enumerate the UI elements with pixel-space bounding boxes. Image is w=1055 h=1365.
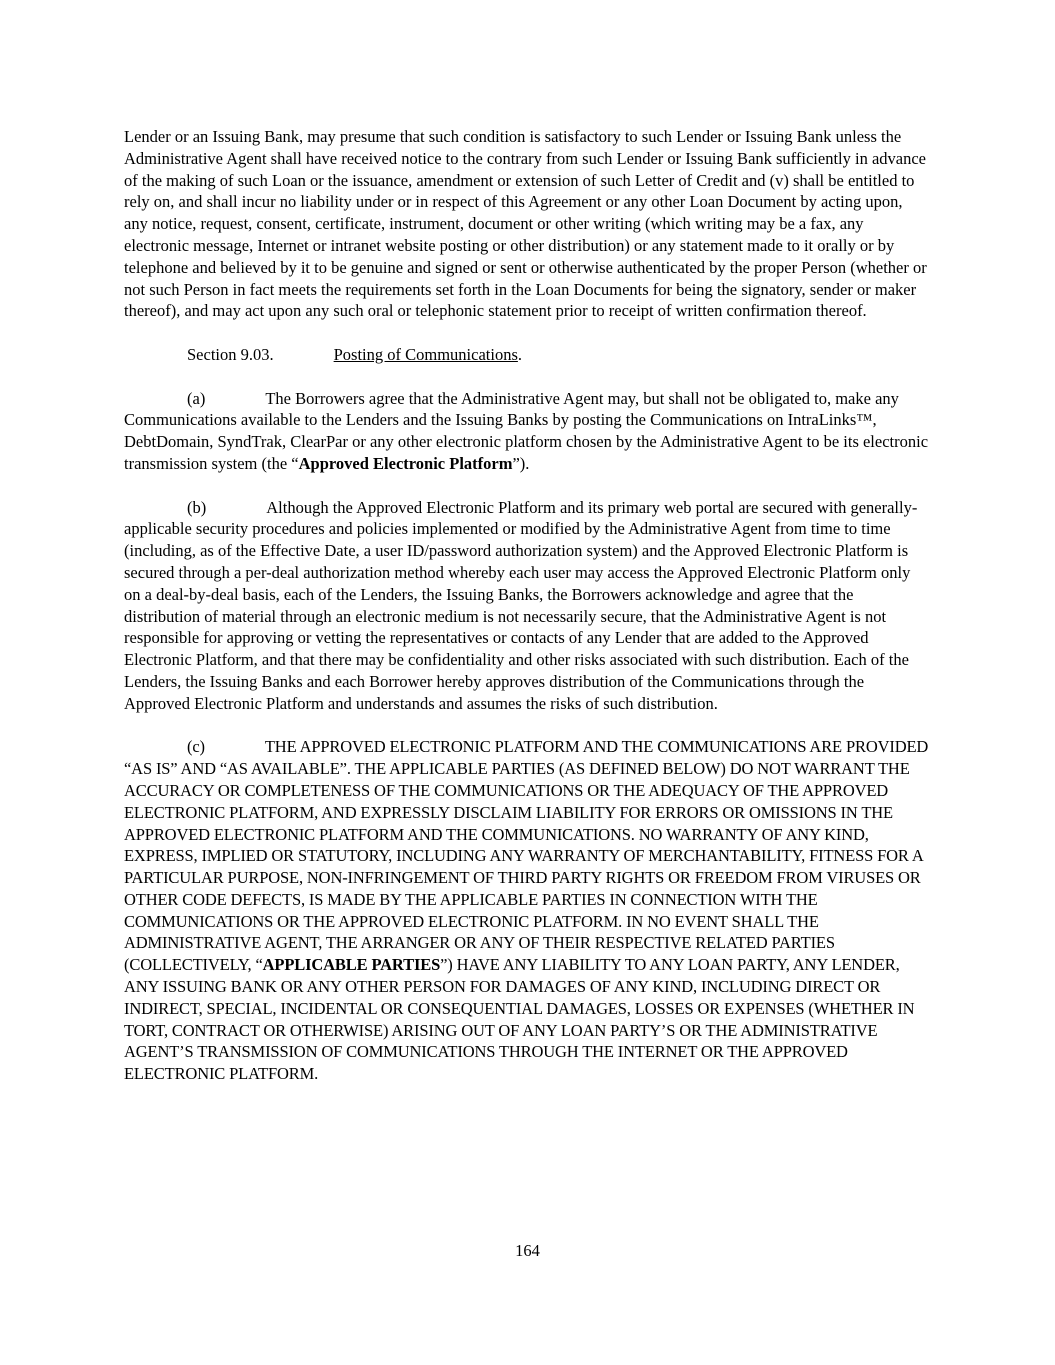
paragraph-a-text: The Borrowers agree that the Administrative Agent may, but shall not be obligated to, make any Communications available to the Lenders and the Issuing Banks by posting the Communications on IntraLinks™, DebtDomain, SyndTrak, ClearPar or any other electronic platform chosen by the Administrative Agent to be its electronic transmission system (the “	[124, 388, 929, 473]
section-title: Posting of Communications	[333, 344, 518, 364]
section-heading	[124, 344, 930, 366]
paragraph-c-label: (c)	[187, 737, 205, 757]
paragraph-b-label: (b)	[187, 497, 207, 517]
paragraph-c	[124, 736, 930, 1085]
paragraph-a	[124, 388, 930, 475]
defined-term-applicable-parties: APPLICABLE PARTIES	[262, 955, 441, 975]
defined-term-approved-electronic-platform: Approved Electronic Platform	[298, 453, 513, 473]
paragraph-c-text: THE APPROVED ELECTRONIC PLATFORM AND THE COMMUNICATIONS ARE PROVIDED “AS IS” AND “AS AVAILABLE”. THE APPLICABLE PARTIES (AS DEFINED BELOW) DO NOT WARRANT THE ACCURACY OR COMPLETENESS OF THE COMMUNICATIONS OR THE ADEQUACY OF THE APPROVED ELECTRONIC PLATFORM, AND EXPRESSLY DISCLAIM LIABILITY FOR ERRORS OR OMISSIONS IN THE APPROVED ELECTRONIC PLATFORM AND THE COMMUNICATIONS. NO WARRANTY OF ANY KIND, EXPRESS, IMPLIED OR STATUTORY, INCLUDING ANY WARRANTY OF MERCHANTABILITY, FITNESS FOR A PARTICULAR PURPOSE, NON-INFRINGEMENT OF THIRD PARTY RIGHTS OR FREEDOM FROM VIRUSES OR OTHER CODE DEFECTS, IS MADE BY THE APPLICABLE PARTIES IN CONNECTION WITH THE COMMUNICATIONS OR THE APPROVED ELECTRONIC PLATFORM. IN NO EVENT SHALL THE ADMINISTRATIVE AGENT, THE ARRANGER OR ANY OF THEIR RESPECTIVE RELATED PARTIES (COLLECTIVELY, “	[124, 737, 929, 975]
intro-paragraph: Lender or an Issuing Bank, may presume that such condition is satisfactory to such Lender or Issuing Bank unless the Administrative Agent shall have received notice to the contrary from such Lender or Issuing Bank sufficiently in advance of the making of such Loan or the issuance, amendment or extension of such Letter of Credit and (v) shall be entitled to rely on, and shall incur no liability under or in respect of this Agreement or any other Loan Document by acting upon, any notice, request, consent, certificate, instrument, document or other writing (which writing may be a fax, any electronic message, Internet or intranet website posting or other distribution) or any statement made to it orally or by telephone and believed by it to be genuine and signed or sent or otherwise authenticated by the proper Person (whether or not such Person in fact meets the requirements set forth in the Loan Documents for being the signatory, sender or maker thereof), and may act upon any such oral or telephonic statement prior to receipt of written confirmation thereof.	[124, 127, 927, 321]
paragraph-b-text: Although the Approved Electronic Platform and its primary web portal are secured with generally-applicable security procedures and policies implemented or modified by the Administrative Agent from time to time (including, as of the Effective Date, a user ID/password authorization system) and the Approved Electronic Platform is secured through a per-deal authorization method whereby each user may access the Approved Electronic Platform only on a deal-by-deal basis, each of the Lenders, the Issuing Banks, the Borrowers acknowledge and agree that the distribution of material through an electronic medium is not necessarily secure, that the Administrative Agent is not responsible for approving or vetting the representatives or contacts of any Lender that are added to the Approved Electronic Platform, and that there may be confidentiality and other risks associated with such distribution. Each of the Lenders, the Issuing Banks and each Borrower hereby approves distribution of the Communications through the Approved Electronic Platform and understands and assumes the risks of such distribution.	[124, 497, 918, 713]
page-number: 164	[515, 1241, 540, 1260]
paragraph-b	[124, 497, 930, 715]
paragraph-a-label: (a)	[187, 388, 206, 408]
document-page	[124, 126, 930, 1085]
section-title-end: .	[517, 344, 523, 364]
paragraph-c-text-end: ”) HAVE ANY LIABILITY TO ANY LOAN PARTY, ANY LENDER, ANY ISSUING BANK OR ANY OTHER PERSON FOR DAMAGES OF ANY KIND, INCLUDING DIRECT OR INDIRECT, SPECIAL, INCIDENTAL OR CONSEQUENTIAL DAMAGES, LOSSES OR EXPENSES (WHETHER IN TORT, CONTRACT OR OTHERWISE) ARISING OUT OF ANY LOAN PARTY’S OR THE ADMINISTRATIVE AGENT’S TRANSMISSION OF COMMUNICATIONS THROUGH THE INTERNET OR THE APPROVED ELECTRONIC PLATFORM.	[124, 955, 915, 1084]
paragraph-a-text-end: ”).	[512, 453, 530, 473]
section-number: Section 9.03.	[187, 344, 274, 364]
